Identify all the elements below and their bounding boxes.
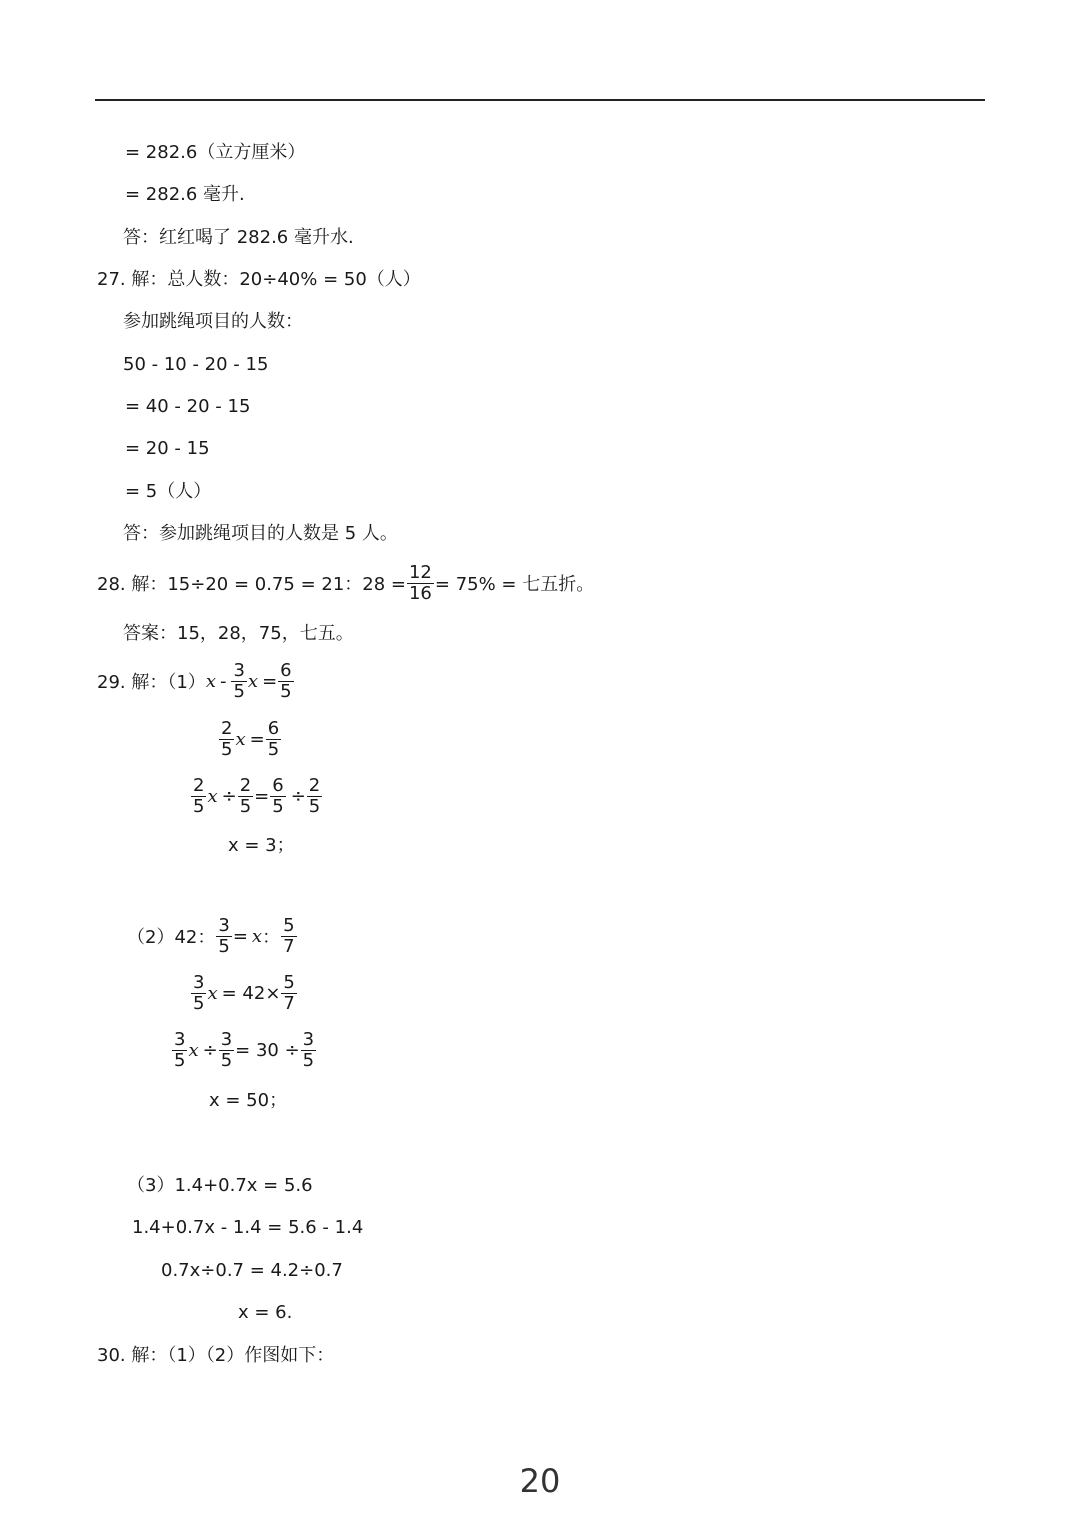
op: = bbox=[262, 670, 278, 692]
result: x = 50； bbox=[209, 1090, 288, 1111]
fraction: $\frac{3}{5}$ bbox=[174, 1028, 186, 1071]
problem-29-eq3 bbox=[190, 771, 323, 821]
problem-28-header bbox=[97, 558, 594, 608]
problem-29-eq9: 0.7x÷0.7 = 4.2÷0.7 bbox=[161, 1260, 343, 1281]
text-line: = 282.6（立方厘米） bbox=[125, 142, 306, 163]
result: x = 3； bbox=[228, 835, 295, 856]
header-rule bbox=[95, 99, 985, 101]
fraction: $\frac{3}{5}$ bbox=[193, 971, 205, 1014]
problem-29-result3: x = 6. bbox=[238, 1302, 293, 1323]
problem-29-eq5 bbox=[190, 968, 298, 1018]
denominator: 16 bbox=[408, 582, 432, 604]
problem-29-eq7: （3）1.4+0.7x = 5.6 bbox=[127, 1175, 313, 1196]
problem-29-result2 bbox=[209, 1090, 287, 1112]
op: - bbox=[219, 670, 227, 692]
fraction: $\frac{6}{5}$ bbox=[267, 717, 280, 760]
problem-29-result1 bbox=[228, 835, 295, 857]
problem-30-header: 30. 解：（1）（2）作图如下： bbox=[97, 1345, 335, 1366]
text-line: 答：参加跳绳项目的人数是 5 人。 bbox=[123, 523, 398, 544]
fraction: $\frac{2}{5}$ bbox=[193, 774, 205, 817]
q28-pre: 28. 解：15÷20 = 0.75 = 21：28 = bbox=[97, 574, 406, 595]
op: = bbox=[254, 785, 270, 807]
text-line: = 5（人） bbox=[125, 481, 212, 502]
text-line: 答：红红喝了 282.6 毫升水. bbox=[123, 227, 354, 248]
problem-29-eq6 bbox=[171, 1025, 317, 1075]
fraction: $\frac{5}{7}$ bbox=[283, 971, 295, 1014]
problem-27-header: 27. 解：总人数：20÷40% = 50（人） bbox=[97, 269, 421, 290]
problem-29-eq1 bbox=[97, 656, 295, 706]
fraction: $\frac{2}{5}$ bbox=[221, 717, 233, 760]
var-x: x bbox=[207, 785, 218, 807]
op: ÷ bbox=[202, 1039, 218, 1061]
problem-29-eq8: 1.4+0.7x - 1.4 = 5.6 - 1.4 bbox=[132, 1217, 364, 1238]
numerator: 12 bbox=[408, 561, 432, 583]
text-line: 50 - 10 - 20 - 15 bbox=[123, 354, 269, 375]
q29-p2-label: （2）42： bbox=[127, 927, 216, 948]
var-x: x bbox=[247, 670, 259, 692]
var-x: x bbox=[205, 670, 216, 692]
problem-29-eq4 bbox=[127, 911, 298, 961]
fraction: $\frac{3}{5}$ bbox=[302, 1028, 315, 1071]
fraction: $\frac{3}{5}$ bbox=[233, 659, 245, 702]
fraction: $\frac{5}{7}$ bbox=[283, 914, 295, 957]
fraction: $\frac{6}{5}$ bbox=[272, 774, 284, 817]
op: = 42× bbox=[221, 982, 281, 1004]
var-x: x bbox=[207, 982, 218, 1004]
op: = 30 ÷ bbox=[235, 1039, 300, 1061]
text-line: = 282.6 毫升. bbox=[125, 184, 245, 205]
fraction: $\frac{6}{5}$ bbox=[280, 659, 292, 702]
op: = bbox=[232, 925, 248, 947]
var-x: x bbox=[235, 728, 246, 750]
fraction: $\frac{2}{5}$ bbox=[308, 774, 321, 817]
op: ÷ bbox=[221, 785, 237, 807]
page-number: 20 bbox=[519, 1462, 561, 1500]
fraction: $\frac{2}{5}$ bbox=[239, 774, 252, 817]
var-x: x bbox=[188, 1039, 199, 1061]
op: ÷ bbox=[290, 785, 306, 807]
text-line: 参加跳绳项目的人数： bbox=[123, 311, 303, 332]
text-line: = 20 - 15 bbox=[125, 438, 210, 459]
fraction: $\frac{3}{5}$ bbox=[220, 1028, 233, 1071]
op: = bbox=[249, 728, 265, 750]
fraction bbox=[407, 563, 434, 604]
var-x: x bbox=[251, 925, 263, 947]
text-line: = 40 - 20 - 15 bbox=[125, 396, 251, 417]
fraction: $\frac{3}{5}$ bbox=[218, 914, 230, 957]
text-line: 答案：15，28，75，七五。 bbox=[123, 623, 354, 644]
q28-post: = 75% = 七五折。 bbox=[434, 574, 595, 595]
q29-label: 29. 解：（1） bbox=[97, 672, 206, 693]
problem-29-eq2 bbox=[218, 714, 282, 764]
op: ： bbox=[262, 927, 281, 948]
